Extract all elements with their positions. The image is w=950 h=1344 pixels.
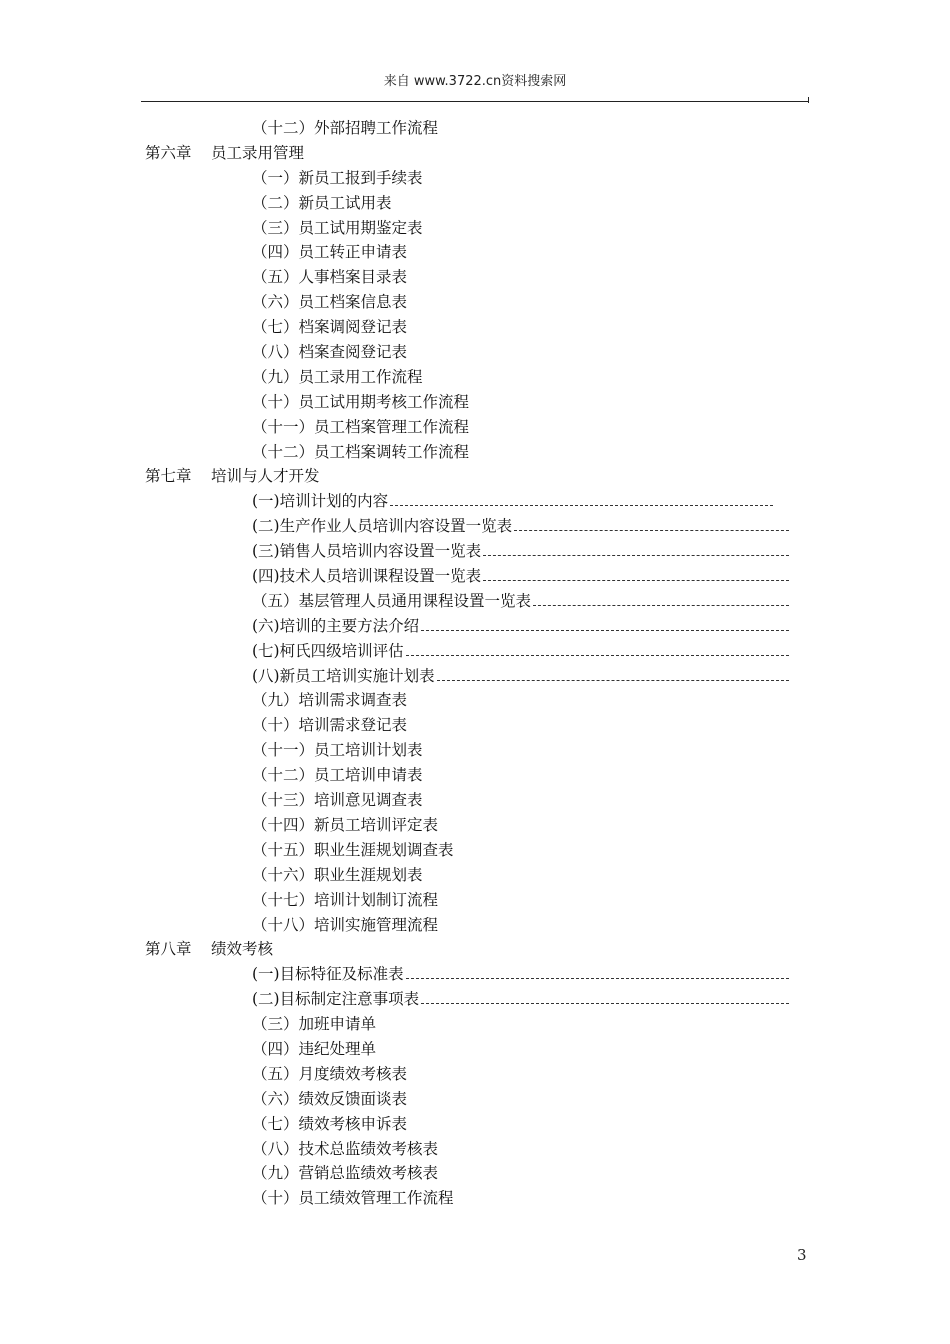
toc-entry-label: （六）绩效反馈面谈表 bbox=[252, 1089, 408, 1108]
chapter-title: 培训与人才开发 bbox=[211, 467, 320, 486]
toc-entry bbox=[0, 315, 950, 340]
toc-entry-label: (一)培训计划的内容 bbox=[252, 492, 389, 511]
toc-entry-label: （二）新员工试用表 bbox=[252, 193, 392, 212]
toc-entry bbox=[0, 365, 950, 390]
chapter-number: 第七章 bbox=[145, 467, 192, 486]
toc-entry bbox=[0, 191, 950, 216]
toc-entry bbox=[0, 788, 950, 813]
toc-entry bbox=[0, 1161, 950, 1186]
chapter-number: 第六章 bbox=[145, 143, 192, 162]
toc-entry bbox=[0, 589, 789, 614]
toc-entry bbox=[0, 1087, 950, 1112]
toc-entry bbox=[0, 1062, 950, 1087]
table-of-contents bbox=[0, 116, 950, 1211]
toc-entry-label: （十七）培训计划制订流程 bbox=[252, 890, 439, 909]
dot-leader bbox=[421, 629, 789, 631]
toc-entry-label: （六）员工档案信息表 bbox=[252, 293, 408, 312]
dot-leader bbox=[533, 604, 789, 606]
dot-leader bbox=[406, 654, 789, 656]
dot-leader bbox=[390, 504, 773, 506]
toc-entry-label: （三）员工试用期鉴定表 bbox=[252, 218, 423, 237]
toc-entry bbox=[0, 763, 950, 788]
page-number: 3 bbox=[797, 1246, 807, 1264]
toc-entry-label: （七）绩效考核申诉表 bbox=[252, 1114, 408, 1133]
toc-entry bbox=[0, 888, 950, 913]
toc-entry-label: (七)柯氏四级培训评估 bbox=[252, 641, 404, 660]
toc-entry-label: （四）违纪处理单 bbox=[252, 1039, 377, 1058]
toc-entry bbox=[0, 290, 950, 315]
toc-entry bbox=[0, 415, 950, 440]
toc-entry-label: (三)销售人员培训内容设置一览表 bbox=[252, 542, 482, 561]
toc-entry bbox=[0, 987, 789, 1012]
toc-entry-label: （九）培训需求调查表 bbox=[252, 691, 408, 710]
toc-entry bbox=[0, 664, 789, 689]
toc-entry-label: （四）员工转正申请表 bbox=[252, 243, 408, 262]
toc-entry bbox=[0, 1186, 950, 1211]
toc-entry bbox=[0, 564, 789, 589]
toc-entry-label: （八）档案查阅登记表 bbox=[252, 343, 408, 362]
dot-leader bbox=[406, 977, 789, 979]
toc-entry-label: （十六）职业生涯规划表 bbox=[252, 865, 423, 884]
toc-entry bbox=[0, 1137, 950, 1162]
toc-entry bbox=[0, 514, 789, 539]
header-rule bbox=[141, 101, 809, 102]
toc-entry-label: （一）新员工报到手续表 bbox=[252, 168, 423, 187]
toc-entry-label: （十二）员工档案调转工作流程 bbox=[252, 442, 470, 461]
toc-entry bbox=[0, 738, 950, 763]
toc-entry-label: （十二）员工培训申请表 bbox=[252, 766, 423, 785]
toc-entry-label: （十三）培训意见调查表 bbox=[252, 791, 423, 810]
toc-entry-label: （九）营销总监绩效考核表 bbox=[252, 1164, 439, 1183]
toc-entry bbox=[0, 639, 789, 664]
toc-entry bbox=[0, 216, 950, 241]
toc-entry bbox=[0, 340, 950, 365]
toc-entry bbox=[0, 539, 789, 564]
toc-entry-label: (八)新员工培训实施计划表 bbox=[252, 666, 435, 685]
toc-entry bbox=[0, 1037, 950, 1062]
dot-leader bbox=[437, 679, 789, 681]
toc-entry bbox=[0, 116, 950, 141]
toc-entry bbox=[0, 240, 950, 265]
toc-entry bbox=[0, 838, 950, 863]
toc-entry-label: (一)目标特征及标准表 bbox=[252, 965, 404, 984]
toc-entry-label: （五）月度绩效考核表 bbox=[252, 1064, 408, 1083]
chapter-title: 绩效考核 bbox=[211, 940, 274, 959]
toc-entry bbox=[0, 265, 950, 290]
toc-entry bbox=[0, 688, 950, 713]
toc-entry bbox=[0, 390, 950, 415]
dot-leader bbox=[483, 579, 789, 581]
toc-entry bbox=[0, 1012, 950, 1037]
toc-entry-label: （十）员工试用期考核工作流程 bbox=[252, 392, 470, 411]
toc-entry bbox=[0, 713, 950, 738]
toc-entry bbox=[0, 489, 773, 514]
toc-chapter-heading bbox=[0, 937, 950, 962]
toc-entry bbox=[0, 813, 950, 838]
toc-entry-label: (六)培训的主要方法介绍 bbox=[252, 616, 420, 635]
toc-entry-label: (四)技术人员培训课程设置一览表 bbox=[252, 567, 482, 586]
toc-entry-label: （五）基层管理人员通用课程设置一览表 bbox=[252, 591, 532, 610]
toc-entry-label: （七）档案调阅登记表 bbox=[252, 318, 408, 337]
chapter-number: 第八章 bbox=[145, 940, 192, 959]
toc-entry-label: （十二）外部招聘工作流程 bbox=[252, 119, 439, 137]
toc-chapter-heading bbox=[0, 464, 950, 489]
toc-entry-label: （三）加班申请单 bbox=[252, 1015, 377, 1034]
toc-entry-label: （十）员工绩效管理工作流程 bbox=[252, 1189, 454, 1208]
toc-entry-label: （八）技术总监绩效考核表 bbox=[252, 1139, 439, 1158]
chapter-title: 员工录用管理 bbox=[211, 143, 305, 162]
toc-entry-label: （五）人事档案目录表 bbox=[252, 268, 408, 287]
toc-entry bbox=[0, 1112, 950, 1137]
toc-entry-label: （十）培训需求登记表 bbox=[252, 716, 408, 735]
dot-leader bbox=[421, 1002, 789, 1004]
toc-entry-label: （十五）职业生涯规划调查表 bbox=[252, 840, 454, 859]
toc-entry-label: （十八）培训实施管理流程 bbox=[252, 915, 439, 934]
toc-entry-label: （十一）员工档案管理工作流程 bbox=[252, 417, 470, 436]
toc-entry bbox=[0, 962, 789, 987]
toc-entry bbox=[0, 166, 950, 191]
toc-entry-label: (二)目标制定注意事项表 bbox=[252, 990, 420, 1009]
dot-leader bbox=[483, 554, 789, 556]
toc-entry bbox=[0, 863, 950, 888]
toc-entry-label: (二)生产作业人员培训内容设置一览表 bbox=[252, 517, 513, 536]
toc-entry bbox=[0, 913, 950, 938]
toc-chapter-heading bbox=[0, 141, 950, 166]
toc-entry bbox=[0, 614, 789, 639]
dot-leader bbox=[514, 529, 789, 531]
toc-entry-label: （十四）新员工培训评定表 bbox=[252, 815, 439, 834]
header-rule-end-mark bbox=[808, 97, 809, 103]
toc-entry bbox=[0, 440, 950, 465]
page-header-source: 来自 www.3722.cn资料搜索网 bbox=[383, 74, 567, 89]
toc-entry-label: （十一）员工培训计划表 bbox=[252, 741, 423, 760]
toc-entry-label: （九）员工录用工作流程 bbox=[252, 367, 423, 386]
